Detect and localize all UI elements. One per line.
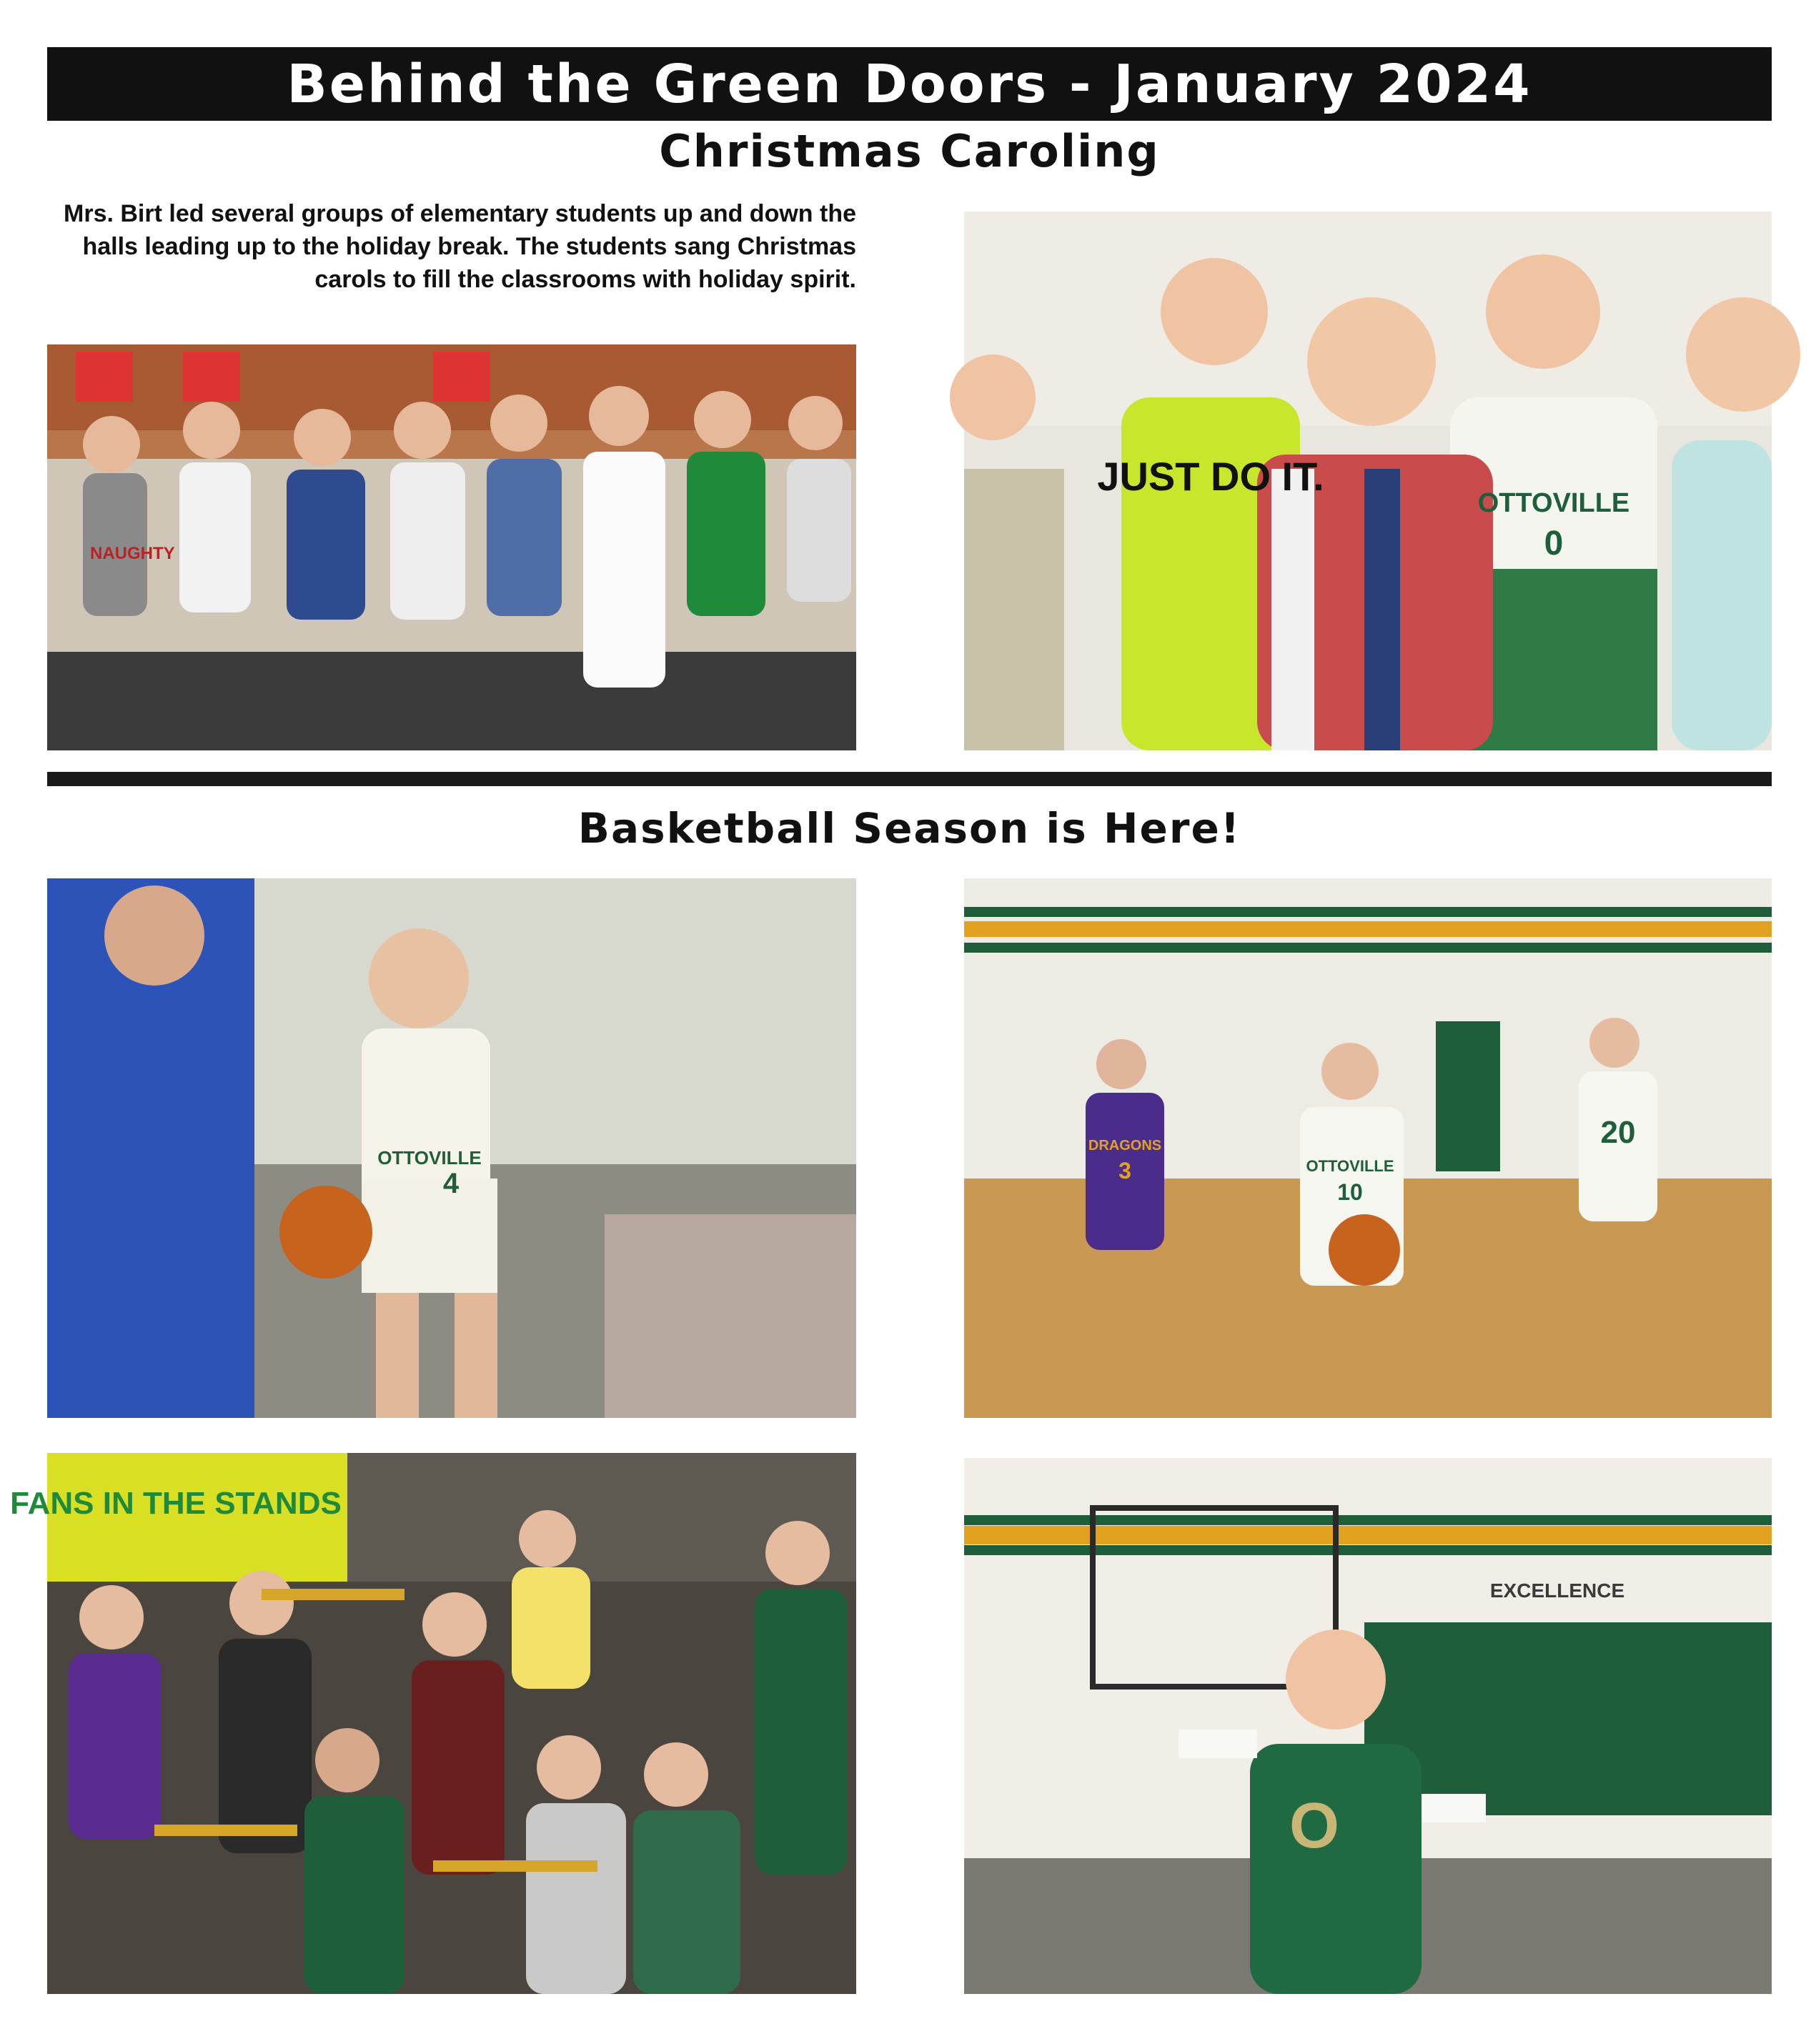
caroling-shirt-text: NAUGHTY bbox=[90, 544, 175, 563]
ottoville-shirt-text: OTTOVILLE bbox=[1477, 488, 1630, 518]
excellence-wall-text: EXCELLENCE bbox=[1489, 1579, 1625, 1602]
section-title-caroling: Christmas Caroling bbox=[659, 125, 1160, 177]
pep-band-photo bbox=[10, 1453, 856, 1994]
dribble-jersey-number: 4 bbox=[442, 1168, 460, 1199]
caroling-caption: Mrs. Birt led several groups of elementary students up and down the halls leading up to the holiday break. The students sang Christmas carols to fill the classrooms with holiday spirit. bbox=[64, 200, 856, 293]
caroling-closeup-photo bbox=[964, 212, 1772, 750]
just-do-it-text: JUST DO IT. bbox=[1097, 454, 1324, 499]
game-freethrow-photo bbox=[964, 878, 1772, 1418]
dragons-jersey-text: DRAGONS bbox=[1088, 1138, 1162, 1154]
freethrow-jersey-text: OTTOVILLE bbox=[1306, 1157, 1394, 1175]
section-title-basketball: Basketball Season is Here! bbox=[577, 804, 1241, 853]
game-dribble-photo bbox=[47, 878, 856, 1418]
freethrow-jersey-number: 10 bbox=[1337, 1179, 1363, 1205]
dragons-jersey-number: 3 bbox=[1118, 1158, 1131, 1184]
caroling-group-photo bbox=[47, 344, 856, 750]
cheer-uniform-letter: O bbox=[1289, 1790, 1340, 1862]
section-divider bbox=[47, 772, 1772, 786]
fans-banner-text: FANS IN THE STANDS bbox=[10, 1486, 342, 1521]
cheerleader-photo bbox=[964, 1458, 1772, 1994]
ottoville-shirt-number: 0 bbox=[1544, 525, 1564, 562]
right-player-number: 20 bbox=[1600, 1115, 1636, 1150]
newsletter-title: Behind the Green Doors - January 2024 bbox=[47, 47, 1772, 121]
dribble-jersey-text: OTTOVILLE bbox=[377, 1147, 482, 1169]
